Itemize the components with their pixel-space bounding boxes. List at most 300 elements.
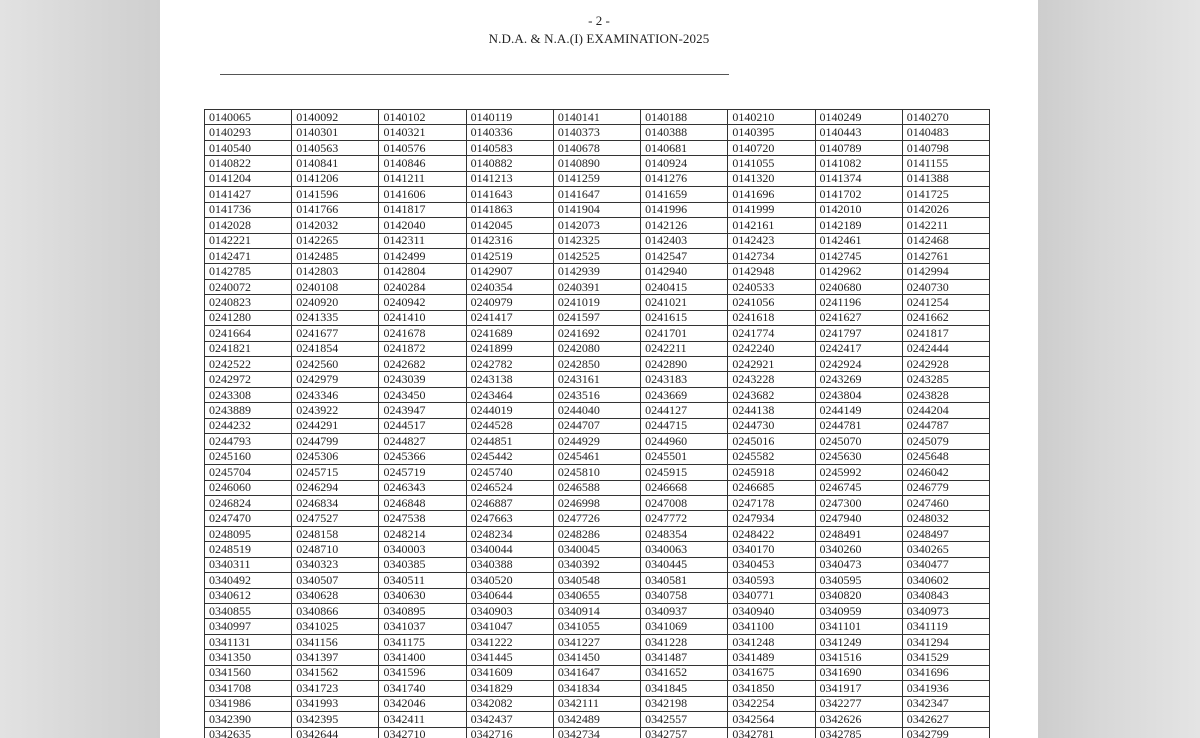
roll-number-cell: 0241701 — [641, 326, 728, 341]
roll-number-cell: 0142761 — [902, 248, 989, 263]
table-row — [205, 295, 990, 310]
roll-number-cell: 0242560 — [292, 357, 379, 372]
table-row — [205, 171, 990, 186]
roll-number-cell: 0242682 — [379, 357, 466, 372]
roll-number-cell: 0140720 — [728, 140, 815, 155]
roll-number-cell: 0140681 — [641, 140, 728, 155]
roll-number-cell: 0140336 — [466, 125, 553, 140]
roll-number-cell: 0244707 — [553, 418, 640, 433]
roll-number-cell: 0244960 — [641, 434, 728, 449]
roll-number-cell: 0247527 — [292, 511, 379, 526]
roll-number-cell: 0241854 — [292, 341, 379, 356]
roll-number-cell: 0240680 — [815, 279, 902, 294]
roll-number-cell: 0142423 — [728, 233, 815, 248]
table-row — [205, 418, 990, 433]
roll-number-cell: 0243828 — [902, 387, 989, 402]
roll-number-cell: 0341119 — [902, 619, 989, 634]
roll-number-cell: 0142785 — [205, 264, 292, 279]
roll-number-cell: 0340973 — [902, 604, 989, 619]
roll-number-cell: 0246294 — [292, 480, 379, 495]
roll-number-cell: 0248234 — [466, 526, 553, 541]
roll-number-cell: 0241821 — [205, 341, 292, 356]
roll-number-cell: 0246824 — [205, 495, 292, 510]
roll-number-cell: 0341986 — [205, 696, 292, 711]
roll-number-cell: 0140563 — [292, 140, 379, 155]
roll-number-cell: 0248491 — [815, 526, 902, 541]
roll-number-cell: 0341917 — [815, 681, 902, 696]
roll-number-cell: 0342785 — [815, 727, 902, 738]
table-row — [205, 604, 990, 619]
roll-number-cell: 0142471 — [205, 248, 292, 263]
roll-number-cell: 0340392 — [553, 557, 640, 572]
roll-number-cell: 0242080 — [553, 341, 640, 356]
roll-number-cell: 0243228 — [728, 372, 815, 387]
roll-number-cell: 0245442 — [466, 449, 553, 464]
roll-number-cell: 0341400 — [379, 650, 466, 665]
roll-number-cell: 0340473 — [815, 557, 902, 572]
roll-number-cell: 0243516 — [553, 387, 640, 402]
roll-number-cell: 0140483 — [902, 125, 989, 140]
roll-number-cell: 0241664 — [205, 326, 292, 341]
table-row — [205, 650, 990, 665]
table-row — [205, 495, 990, 510]
roll-number-cell: 0340477 — [902, 557, 989, 572]
table-row — [205, 619, 990, 634]
roll-number-cell: 0247460 — [902, 495, 989, 510]
roll-number-cell: 0342347 — [902, 696, 989, 711]
roll-number-cell: 0340959 — [815, 604, 902, 619]
roll-number-cell: 0140270 — [902, 110, 989, 125]
roll-number-cell: 0245648 — [902, 449, 989, 464]
roll-number-cell: 0242890 — [641, 357, 728, 372]
roll-number-cell: 0241618 — [728, 310, 815, 325]
roll-number-cell: 0140119 — [466, 110, 553, 125]
roll-number-cell: 0248286 — [553, 526, 640, 541]
roll-number-cell: 0142325 — [553, 233, 640, 248]
roll-number-cell: 0340866 — [292, 604, 379, 619]
roll-number-cell: 0246343 — [379, 480, 466, 495]
roll-number-cell: 0341516 — [815, 650, 902, 665]
roll-number-cell: 0241410 — [379, 310, 466, 325]
roll-number-cell: 0248497 — [902, 526, 989, 541]
roll-number-cell: 0341228 — [641, 634, 728, 649]
roll-number-cell: 0142161 — [728, 218, 815, 233]
table-row — [205, 449, 990, 464]
roll-number-cell: 0241280 — [205, 310, 292, 325]
roll-number-cell: 0341131 — [205, 634, 292, 649]
roll-number-cell: 0141320 — [728, 171, 815, 186]
table-row — [205, 248, 990, 263]
roll-number-cell: 0242850 — [553, 357, 640, 372]
roll-number-cell: 0241196 — [815, 295, 902, 310]
roll-number-cell: 0341227 — [553, 634, 640, 649]
roll-number-cell: 0240391 — [553, 279, 640, 294]
roll-number-cell: 0244232 — [205, 418, 292, 433]
roll-number-cell: 0140576 — [379, 140, 466, 155]
roll-number-cell: 0342557 — [641, 712, 728, 727]
roll-number-cell: 0142073 — [553, 218, 640, 233]
roll-number-cell: 0245306 — [292, 449, 379, 464]
roll-number-cell: 0342716 — [466, 727, 553, 738]
roll-number-cell: 0342710 — [379, 727, 466, 738]
roll-number-cell: 0241627 — [815, 310, 902, 325]
roll-number-cell: 0141999 — [728, 202, 815, 217]
roll-number-cell: 0240823 — [205, 295, 292, 310]
roll-number-cell: 0140141 — [553, 110, 640, 125]
roll-number-cell: 0142311 — [379, 233, 466, 248]
roll-number-cell: 0245719 — [379, 465, 466, 480]
roll-number-cell: 0243947 — [379, 403, 466, 418]
roll-number-cell: 0240979 — [466, 295, 553, 310]
roll-number-cell: 0341708 — [205, 681, 292, 696]
roll-number-cell: 0340453 — [728, 557, 815, 572]
roll-number-cell: 0341690 — [815, 665, 902, 680]
roll-number-cell: 0242924 — [815, 357, 902, 372]
roll-number-cell: 0246668 — [641, 480, 728, 495]
roll-number-cell: 0241056 — [728, 295, 815, 310]
background-left — [0, 0, 160, 738]
roll-number-cell: 0142010 — [815, 202, 902, 217]
roll-number-cell: 0244730 — [728, 418, 815, 433]
table-row — [205, 526, 990, 541]
roll-number-cell: 0142032 — [292, 218, 379, 233]
roll-number-cell: 0140540 — [205, 140, 292, 155]
roll-number-cell: 0243308 — [205, 387, 292, 402]
roll-number-cell: 0244799 — [292, 434, 379, 449]
roll-number-cell: 0341845 — [641, 681, 728, 696]
roll-number-cell: 0140293 — [205, 125, 292, 140]
roll-number-cell: 0342411 — [379, 712, 466, 727]
roll-number-cell: 0140882 — [466, 156, 553, 171]
roll-number-cell: 0247300 — [815, 495, 902, 510]
table-row — [205, 264, 990, 279]
roll-number-cell: 0241335 — [292, 310, 379, 325]
roll-number-cell: 0243183 — [641, 372, 728, 387]
roll-number-cell: 0341450 — [553, 650, 640, 665]
roll-number-cell: 0244204 — [902, 403, 989, 418]
roll-number-cell: 0340593 — [728, 573, 815, 588]
roll-number-cell: 0340581 — [641, 573, 728, 588]
roll-number-cell: 0341487 — [641, 650, 728, 665]
roll-number-cell: 0141206 — [292, 171, 379, 186]
roll-number-cell: 0341037 — [379, 619, 466, 634]
roll-number-cell: 0340843 — [902, 588, 989, 603]
roll-number-cell: 0245366 — [379, 449, 466, 464]
roll-number-cell: 0341829 — [466, 681, 553, 696]
roll-number-cell: 0244827 — [379, 434, 466, 449]
roll-number-cell: 0142907 — [466, 264, 553, 279]
roll-number-cell: 0142499 — [379, 248, 466, 263]
roll-number-cell: 0141606 — [379, 187, 466, 202]
table-row — [205, 681, 990, 696]
roll-number-cell: 0142265 — [292, 233, 379, 248]
roll-number-cell: 0248354 — [641, 526, 728, 541]
roll-number-cell: 0141817 — [379, 202, 466, 217]
roll-number-cell: 0340630 — [379, 588, 466, 603]
roll-number-cell: 0246042 — [902, 465, 989, 480]
roll-number-cell: 0241797 — [815, 326, 902, 341]
roll-number-cell: 0241899 — [466, 341, 553, 356]
roll-number-cell: 0141725 — [902, 187, 989, 202]
roll-number-cell: 0140092 — [292, 110, 379, 125]
roll-number-cell: 0245461 — [553, 449, 640, 464]
roll-number-cell: 0340612 — [205, 588, 292, 603]
roll-number-cell: 0142026 — [902, 202, 989, 217]
roll-number-cell: 0246524 — [466, 480, 553, 495]
roll-number-cell: 0247538 — [379, 511, 466, 526]
roll-number-cell: 0248422 — [728, 526, 815, 541]
roll-number-cell: 0340940 — [728, 604, 815, 619]
roll-number-cell: 0140388 — [641, 125, 728, 140]
roll-number-cell: 0142461 — [815, 233, 902, 248]
roll-number-cell: 0247726 — [553, 511, 640, 526]
roll-number-cell: 0142468 — [902, 233, 989, 248]
roll-number-cell: 0246745 — [815, 480, 902, 495]
roll-number-cell: 0342757 — [641, 727, 728, 738]
roll-number-cell: 0243285 — [902, 372, 989, 387]
roll-number-cell: 0340044 — [466, 542, 553, 557]
roll-number-cell: 0248214 — [379, 526, 466, 541]
roll-number-cell: 0242921 — [728, 357, 815, 372]
roll-number-cell: 0243039 — [379, 372, 466, 387]
roll-number-cell: 0142126 — [641, 218, 728, 233]
roll-number-cell: 0142028 — [205, 218, 292, 233]
roll-number-cell: 0248095 — [205, 526, 292, 541]
roll-number-cell: 0142045 — [466, 218, 553, 233]
roll-number-cell: 0243464 — [466, 387, 553, 402]
roll-number-table — [204, 109, 990, 738]
roll-number-cell: 0141696 — [728, 187, 815, 202]
roll-number-cell: 0241615 — [641, 310, 728, 325]
table-row — [205, 511, 990, 526]
roll-number-cell: 0244781 — [815, 418, 902, 433]
table-row — [205, 696, 990, 711]
roll-number-cell: 0142403 — [641, 233, 728, 248]
roll-number-cell: 0340492 — [205, 573, 292, 588]
roll-number-cell: 0247008 — [641, 495, 728, 510]
roll-number-cell: 0244517 — [379, 418, 466, 433]
roll-number-cell: 0242240 — [728, 341, 815, 356]
roll-number-cell: 0340903 — [466, 604, 553, 619]
roll-number-cell: 0341047 — [466, 619, 553, 634]
roll-number-cell: 0241689 — [466, 326, 553, 341]
roll-number-cell: 0341025 — [292, 619, 379, 634]
roll-number-cell: 0141211 — [379, 171, 466, 186]
roll-number-cell: 0342111 — [553, 696, 640, 711]
roll-number-cell: 0340385 — [379, 557, 466, 572]
roll-number-cell: 0140678 — [553, 140, 640, 155]
roll-number-cell: 0244851 — [466, 434, 553, 449]
roll-number-cell: 0245992 — [815, 465, 902, 480]
roll-number-cell: 0140924 — [641, 156, 728, 171]
roll-number-cell: 0244291 — [292, 418, 379, 433]
roll-number-cell: 0244127 — [641, 403, 728, 418]
roll-number-cell: 0241417 — [466, 310, 553, 325]
roll-number-cell: 0341529 — [902, 650, 989, 665]
roll-number-cell: 0340260 — [815, 542, 902, 557]
roll-number-cell: 0243138 — [466, 372, 553, 387]
roll-number-cell: 0243269 — [815, 372, 902, 387]
roll-number-cell: 0341723 — [292, 681, 379, 696]
roll-number-cell: 0240284 — [379, 279, 466, 294]
table-row — [205, 480, 990, 495]
exam-title: N.D.A. & N.A.(I) EXAMINATION-2025 — [488, 31, 710, 46]
table-row — [205, 110, 990, 125]
roll-number-cell: 0341248 — [728, 634, 815, 649]
roll-number-cell: 0240730 — [902, 279, 989, 294]
roll-number-cell: 0140188 — [641, 110, 728, 125]
roll-number-cell: 0342390 — [205, 712, 292, 727]
roll-number-cell: 0241597 — [553, 310, 640, 325]
roll-number-cell: 0245070 — [815, 434, 902, 449]
roll-number-cell: 0142316 — [466, 233, 553, 248]
roll-number-cell: 0140102 — [379, 110, 466, 125]
document-page — [160, 0, 1038, 738]
roll-number-cell: 0241021 — [641, 295, 728, 310]
roll-number-cell: 0340445 — [641, 557, 728, 572]
roll-number-table-body — [205, 110, 990, 738]
table-row — [205, 465, 990, 480]
roll-number-cell: 0141055 — [728, 156, 815, 171]
roll-number-cell: 0341675 — [728, 665, 815, 680]
roll-number-cell: 0340063 — [641, 542, 728, 557]
roll-number-cell: 0142525 — [553, 248, 640, 263]
roll-number-cell: 0141647 — [553, 187, 640, 202]
roll-number-cell: 0244787 — [902, 418, 989, 433]
roll-number-cell: 0140210 — [728, 110, 815, 125]
roll-number-cell: 0245915 — [641, 465, 728, 480]
roll-number-cell: 0141904 — [553, 202, 640, 217]
roll-number-cell: 0140301 — [292, 125, 379, 140]
roll-number-cell: 0340997 — [205, 619, 292, 634]
roll-number-cell: 0341055 — [553, 619, 640, 634]
roll-number-cell: 0140822 — [205, 156, 292, 171]
roll-number-cell: 0246887 — [466, 495, 553, 510]
roll-number-cell: 0243161 — [553, 372, 640, 387]
roll-number-cell: 0245918 — [728, 465, 815, 480]
roll-number-cell: 0244040 — [553, 403, 640, 418]
roll-number-cell: 0341609 — [466, 665, 553, 680]
roll-number-cell: 0342635 — [205, 727, 292, 738]
roll-number-cell: 0242928 — [902, 357, 989, 372]
roll-number-cell: 0141736 — [205, 202, 292, 217]
roll-number-cell: 0245810 — [553, 465, 640, 480]
roll-number-cell: 0248710 — [292, 542, 379, 557]
roll-number-cell: 0140395 — [728, 125, 815, 140]
roll-number-cell: 0340388 — [466, 557, 553, 572]
roll-number-cell: 0141213 — [466, 171, 553, 186]
table-row — [205, 125, 990, 140]
roll-number-cell: 0244793 — [205, 434, 292, 449]
roll-number-cell: 0241662 — [902, 310, 989, 325]
roll-number-cell: 0340511 — [379, 573, 466, 588]
roll-number-cell: 0242979 — [292, 372, 379, 387]
roll-number-cell: 0141082 — [815, 156, 902, 171]
roll-number-cell: 0245016 — [728, 434, 815, 449]
roll-number-cell: 0246779 — [902, 480, 989, 495]
roll-number-cell: 0141155 — [902, 156, 989, 171]
roll-number-cell: 0140841 — [292, 156, 379, 171]
table-row — [205, 187, 990, 202]
table-row — [205, 156, 990, 171]
roll-number-cell: 0341249 — [815, 634, 902, 649]
roll-number-cell: 0341834 — [553, 681, 640, 696]
roll-number-cell: 0341647 — [553, 665, 640, 680]
roll-number-cell: 0341740 — [379, 681, 466, 696]
roll-number-cell: 0340628 — [292, 588, 379, 603]
roll-number-cell: 0340311 — [205, 557, 292, 572]
roll-number-cell: 0242782 — [466, 357, 553, 372]
roll-number-cell: 0340771 — [728, 588, 815, 603]
roll-number-cell: 0142211 — [902, 218, 989, 233]
roll-number-cell: 0141259 — [553, 171, 640, 186]
roll-number-cell: 0141388 — [902, 171, 989, 186]
roll-number-cell: 0141204 — [205, 171, 292, 186]
roll-number-cell: 0247940 — [815, 511, 902, 526]
table-row — [205, 279, 990, 294]
roll-number-cell: 0243450 — [379, 387, 466, 402]
roll-number-cell: 0141996 — [641, 202, 728, 217]
roll-number-cell: 0142962 — [815, 264, 902, 279]
roll-number-cell: 0340855 — [205, 604, 292, 619]
roll-number-cell: 0341156 — [292, 634, 379, 649]
roll-number-cell: 0141766 — [292, 202, 379, 217]
roll-number-cell: 0340045 — [553, 542, 640, 557]
table-row — [205, 727, 990, 738]
roll-number-cell: 0240533 — [728, 279, 815, 294]
table-row — [205, 634, 990, 649]
roll-number-cell: 0342046 — [379, 696, 466, 711]
roll-number-cell: 0342082 — [466, 696, 553, 711]
roll-number-cell: 0142519 — [466, 248, 553, 263]
roll-number-cell: 0342799 — [902, 727, 989, 738]
roll-number-cell: 0241254 — [902, 295, 989, 310]
roll-number-cell: 0340265 — [902, 542, 989, 557]
roll-number-cell: 0245160 — [205, 449, 292, 464]
roll-number-cell: 0246060 — [205, 480, 292, 495]
roll-number-cell: 0340507 — [292, 573, 379, 588]
table-row — [205, 326, 990, 341]
roll-number-cell: 0142804 — [379, 264, 466, 279]
roll-number-cell: 0240942 — [379, 295, 466, 310]
roll-number-cell: 0340003 — [379, 542, 466, 557]
roll-number-cell: 0245582 — [728, 449, 815, 464]
roll-number-cell: 0246588 — [553, 480, 640, 495]
roll-number-cell: 0244715 — [641, 418, 728, 433]
table-row — [205, 218, 990, 233]
roll-number-cell: 0243804 — [815, 387, 902, 402]
roll-number-cell: 0341069 — [641, 619, 728, 634]
table-row — [205, 341, 990, 356]
roll-number-cell: 0245715 — [292, 465, 379, 480]
roll-number-cell: 0342734 — [553, 727, 640, 738]
roll-number-cell: 0341696 — [902, 665, 989, 680]
roll-number-cell: 0140798 — [902, 140, 989, 155]
roll-number-cell: 0341936 — [902, 681, 989, 696]
roll-number-cell: 0341175 — [379, 634, 466, 649]
table-row — [205, 233, 990, 248]
table-row — [205, 542, 990, 557]
roll-number-cell: 0341560 — [205, 665, 292, 680]
roll-number-cell: 0142948 — [728, 264, 815, 279]
background-right — [1038, 0, 1200, 738]
table-row — [205, 403, 990, 418]
roll-number-cell: 0142221 — [205, 233, 292, 248]
table-row — [205, 357, 990, 372]
roll-number-cell: 0340323 — [292, 557, 379, 572]
roll-number-cell: 0241774 — [728, 326, 815, 341]
roll-number-cell: 0141863 — [466, 202, 553, 217]
